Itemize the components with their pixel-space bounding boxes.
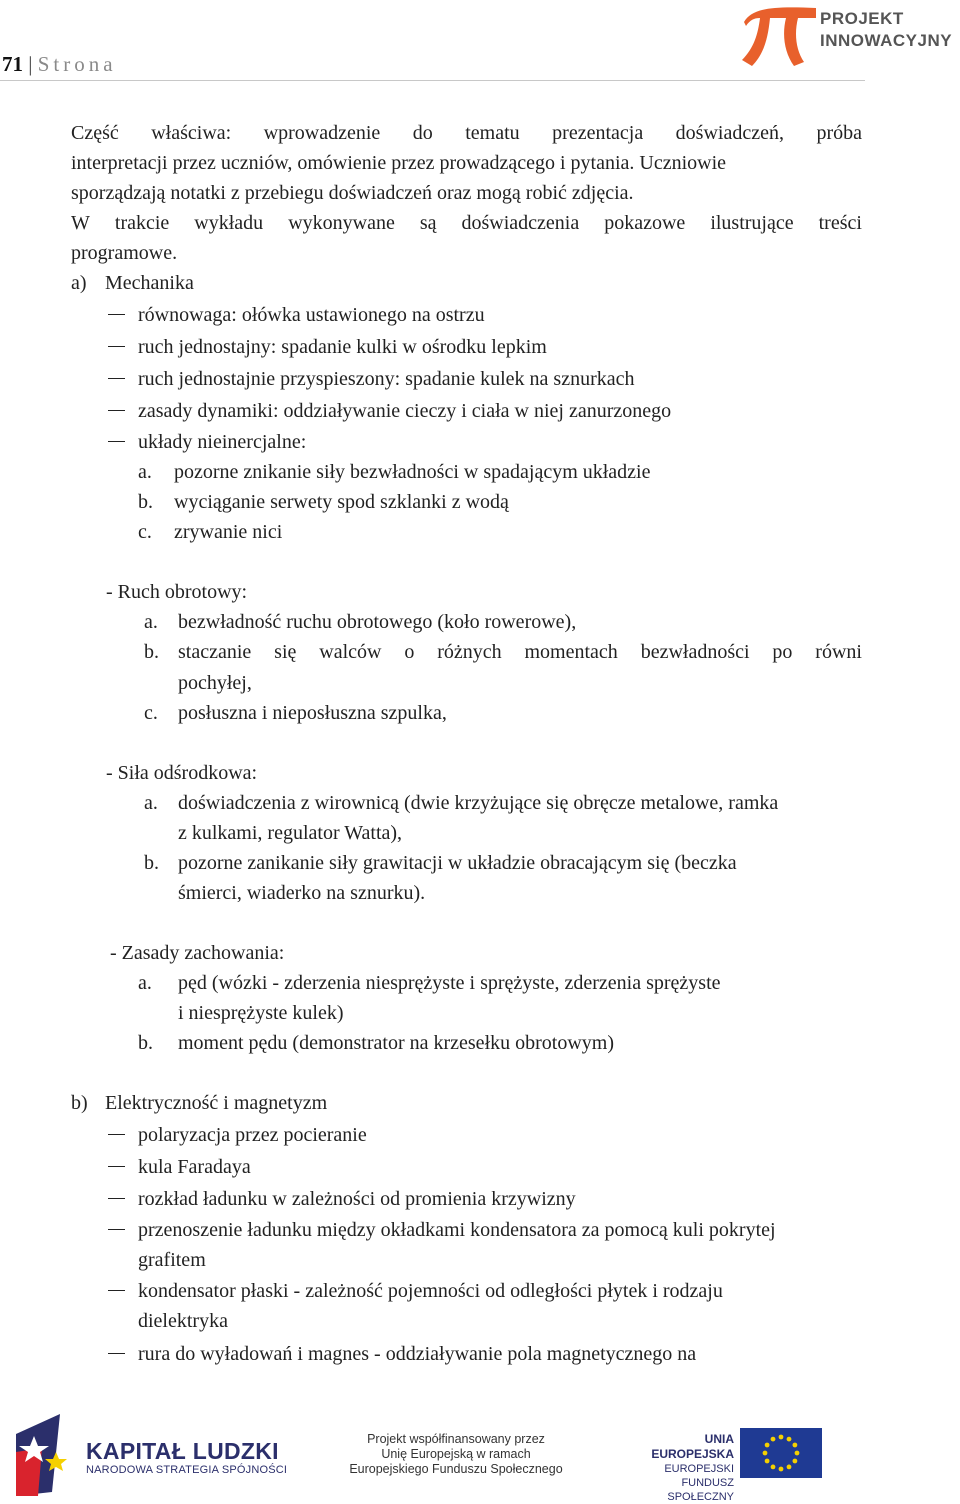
project-logo-text <box>820 8 952 52</box>
sub-item-letter: a. <box>144 792 158 814</box>
sub-item-letter: c. <box>138 521 152 543</box>
section-b-title: Elektryczność i magnetyzm <box>105 1092 328 1114</box>
page-number: 71 <box>2 52 23 76</box>
word: treści <box>818 212 862 234</box>
section-a-marker: a) <box>71 272 87 294</box>
dash-bullet <box>108 1290 125 1291</box>
dash-bullet <box>108 441 125 442</box>
list-item: zasady dynamiki: oddziaływanie cieczy i ciała w niej zanurzonego <box>138 400 672 422</box>
sub-item-text: bezwładność ruchu obrotowego (koło rowerowe), <box>178 611 577 633</box>
word: o <box>404 641 415 663</box>
cofinancing-note <box>345 1432 567 1477</box>
word: trakcie <box>114 212 170 234</box>
sub-item-text: pozorne zanikanie siły grawitacji w układzie obracającym się (beczka <box>178 852 737 874</box>
word: równi <box>815 641 862 663</box>
section-b-marker: b) <box>71 1092 88 1114</box>
sub-item-text: doświadczenia z wirownicą (dwie krzyżujące się obręcze metalowe, ramka <box>178 792 779 814</box>
word: próba <box>816 122 862 144</box>
word: walców <box>319 641 382 663</box>
word: doświadczeń, <box>675 122 784 144</box>
intro-line-4 <box>71 208 862 238</box>
word: do <box>412 122 433 144</box>
word: wprowadzenie <box>263 122 381 144</box>
eu-flag-icon <box>740 1428 822 1478</box>
sub-item-letter: b. <box>138 491 153 513</box>
word: Część <box>71 122 119 144</box>
header-separator: | <box>28 52 33 76</box>
sub-item-text: pozorne znikanie siły bezwładności w spadającym układzie <box>174 461 651 483</box>
word: prezentacja <box>552 122 644 144</box>
word: różnych <box>437 641 502 663</box>
word: tematu <box>465 122 520 144</box>
list-item: układy nieinercjalne: <box>138 431 307 453</box>
list-item: rozkład ładunku w zależności od promienia krzywizny <box>138 1188 576 1210</box>
dash-bullet <box>108 410 125 411</box>
word: W <box>71 212 90 234</box>
word: bezwładności <box>640 641 750 663</box>
list-item: rura do wyładowań i magnes - oddziaływanie pola magnetycznego na <box>138 1343 697 1365</box>
sub-item-letter: c. <box>144 702 158 724</box>
sub-item-text: posłuszna i nieposłuszna szpulka, <box>178 702 447 724</box>
word: po <box>772 641 793 663</box>
sub-item-letter: a. <box>144 611 158 633</box>
sub-item-letter: b. <box>138 1032 153 1054</box>
sub-item-letter: b. <box>144 852 159 874</box>
cofinancing-line-1: Projekt współfinansowany przez <box>367 1432 545 1446</box>
section-a-title: Mechanika <box>105 272 194 294</box>
kapital-ludzki-logo-icon <box>12 1412 78 1496</box>
dash-bullet <box>108 1134 125 1135</box>
dash-bullet <box>108 1166 125 1167</box>
dash-bullet <box>108 378 125 379</box>
eu-label <box>624 1432 734 1504</box>
word: wykonywane <box>288 212 395 234</box>
cofinancing-line-2: Unię Europejską w ramach <box>381 1447 531 1461</box>
intro-line-3: sporządzają notatki z przebiegu doświadczeń oraz mogą robić zdjęcia. <box>71 182 634 204</box>
header-rule <box>0 80 865 81</box>
kapital-ludzki-title: KAPITAŁ LUDZKI <box>86 1438 279 1464</box>
word: staczanie <box>178 641 252 663</box>
sub-item-text: zrywanie nici <box>174 521 283 543</box>
word: ilustrujące <box>710 212 794 234</box>
list-item: ruch jednostajnie przyspieszony: spadanie kulek na sznurkach <box>138 368 635 390</box>
word: doświadczenia <box>461 212 580 234</box>
sub-item-continuation: śmierci, wiaderko na sznurku). <box>178 882 426 904</box>
kapital-ludzki-subtitle: NARODOWA STRATEGIA SPÓJNOŚCI <box>86 1464 288 1476</box>
list-item: kondensator płaski - zależność pojemności od odległości płytek i rodzaju <box>138 1280 723 1302</box>
dash-bullet <box>108 1198 125 1199</box>
logo-line-1: PROJEKT <box>820 9 904 28</box>
sub-item-letter: a. <box>138 461 152 483</box>
eu-line-2: EUROPEJSKI <box>664 1463 734 1475</box>
sub-item-letter: b. <box>144 641 159 663</box>
dash-bullet <box>108 1353 125 1354</box>
intro-line-5: programowe. <box>71 242 178 264</box>
pi-logo-icon <box>738 2 818 70</box>
dash-bullet <box>108 346 125 347</box>
list-item: polaryzacja przez pocieranie <box>138 1124 367 1146</box>
sub-item-continuation: z kulkami, regulator Watta), <box>178 822 403 844</box>
list-item: kula Faradaya <box>138 1156 251 1178</box>
sub-item-text: wyciąganie serwety spod szklanki z wodą <box>174 491 509 513</box>
sub-item-text: moment pędu (demonstrator na krzesełku obrotowym) <box>178 1032 614 1054</box>
sub-item-continuation: pochyłej, <box>178 672 252 694</box>
sub-item-text: pęd (wózki - zderzenia niesprężyste i sprężyste, zderzenia sprężyste <box>178 972 721 994</box>
word: są <box>419 212 437 234</box>
sub-item-letter: a. <box>138 972 152 994</box>
page-word: Strona <box>37 52 117 76</box>
rotation-heading: - Ruch obrotowy: <box>106 581 248 603</box>
word: się <box>274 641 297 663</box>
eu-line-1: UNIA EUROPEJSKA <box>651 1432 734 1461</box>
list-item: przenoszenie ładunku między okładkami kondensatora za pomocą kuli pokrytej <box>138 1219 776 1241</box>
list-item-continuation: dielektryka <box>138 1310 228 1332</box>
intro-line-2: interpretacji przez uczniów, omówienie przez prowadzącego i pytania. Uczniowie <box>71 152 727 174</box>
dash-bullet <box>108 1229 125 1230</box>
sub-item-text <box>178 637 862 667</box>
dash-bullet <box>108 314 125 315</box>
list-item: równowaga: ołówka ustawionego na ostrzu <box>138 304 485 326</box>
intro-line-1 <box>71 118 862 148</box>
word: pokazowe <box>604 212 686 234</box>
word: właściwa: <box>151 122 232 144</box>
list-item: ruch jednostajny: spadanie kulki w ośrodku lepkim <box>138 336 547 358</box>
eu-line-3: FUNDUSZ SPOŁECZNY <box>667 1477 734 1503</box>
word: wykładu <box>194 212 264 234</box>
centrifugal-heading: - Siła odśrodkowa: <box>106 762 258 784</box>
list-item-continuation: grafitem <box>138 1249 206 1271</box>
cofinancing-line-3: Europejskiego Funduszu Społecznego <box>349 1462 563 1476</box>
sub-item-continuation: i niesprężyste kulek) <box>178 1002 344 1024</box>
word: momentach <box>524 641 618 663</box>
logo-line-2: INNOWACYJNY <box>820 31 953 50</box>
page-number-header <box>2 52 117 77</box>
conservation-heading: - Zasady zachowania: <box>110 942 285 964</box>
